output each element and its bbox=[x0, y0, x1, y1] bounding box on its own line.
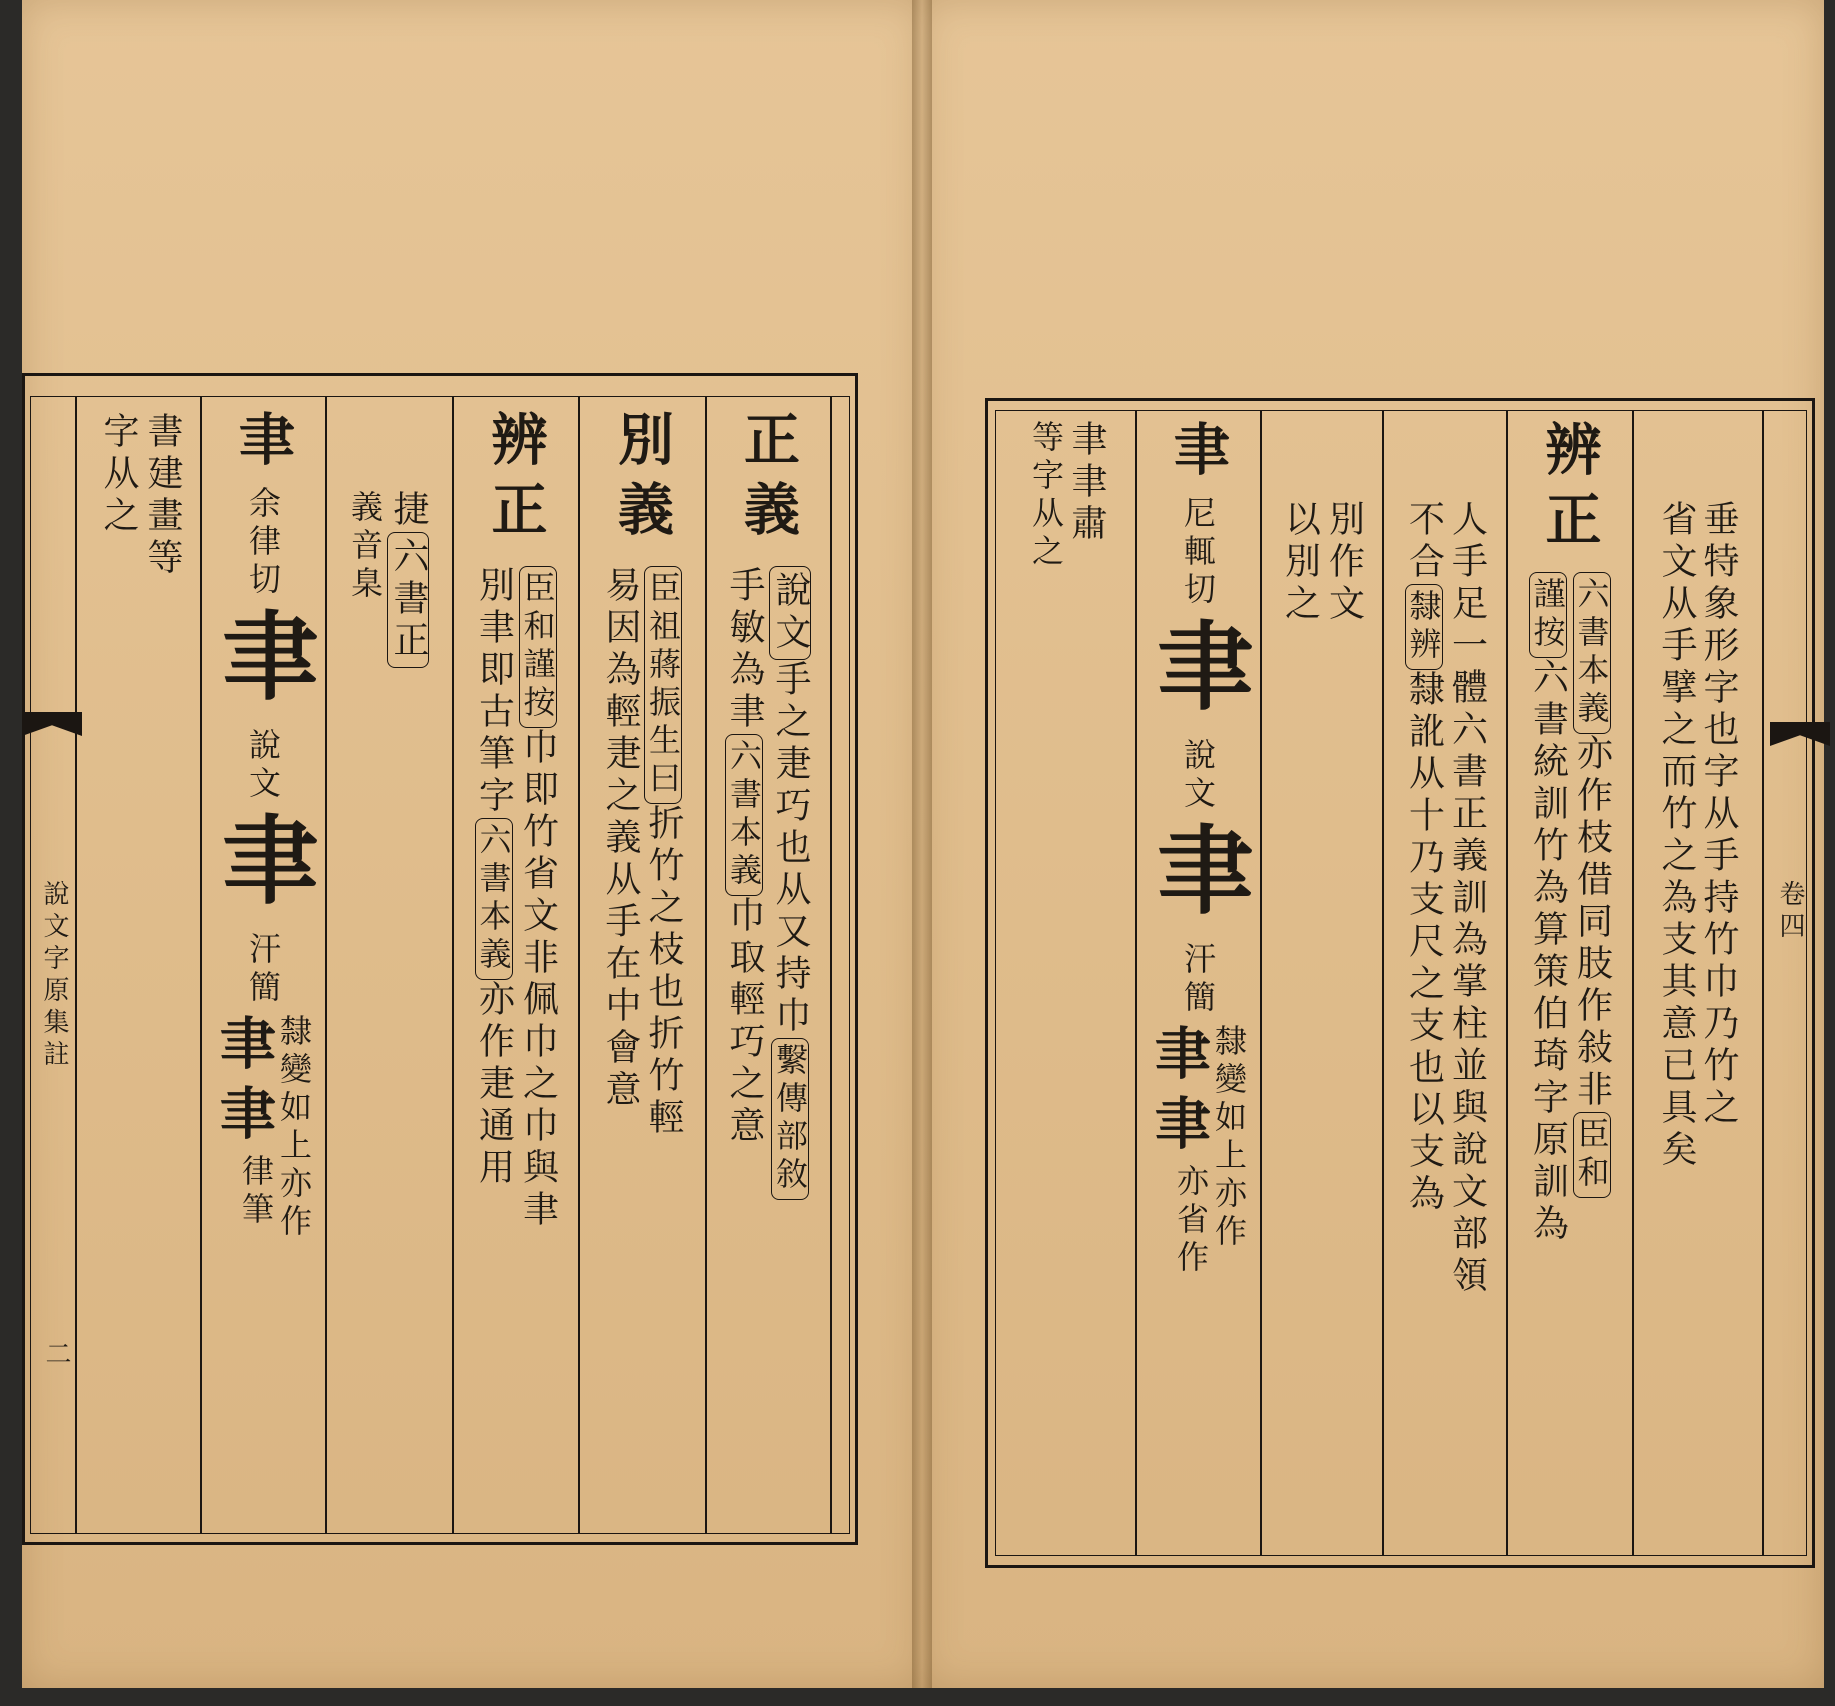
clerical-forms: 聿聿 bbox=[1146, 1024, 1212, 1164]
source-label: 汗簡 bbox=[244, 932, 282, 1008]
column-text: 折竹之枝也折竹輕 bbox=[643, 804, 684, 1140]
column-text: 書建畫等 bbox=[142, 412, 183, 580]
column-bianzheng-right bbox=[1507, 420, 1632, 1550]
fanqie-reading: 尼輒切 bbox=[1179, 496, 1217, 610]
boxed-source: 臣祖蔣振生曰 bbox=[644, 566, 682, 804]
source-label: 汗簡 bbox=[1179, 942, 1217, 1018]
boxed-source: 繫傳部敘 bbox=[771, 1038, 809, 1200]
column-renshou bbox=[1383, 500, 1506, 1540]
column-text: 聿 bbox=[1066, 420, 1107, 462]
column-text: 巾取輕巧之意 bbox=[724, 896, 765, 1148]
column-text: 亦省作 bbox=[1172, 1164, 1210, 1278]
column-text: 律筆 bbox=[237, 1154, 275, 1230]
column-text: 易因為輕疌之義从手在中會意 bbox=[600, 566, 641, 1112]
volume-label: 卷四 bbox=[1775, 880, 1805, 944]
column-text: 不合 bbox=[1403, 500, 1445, 584]
folio-number: 二 bbox=[41, 1340, 71, 1372]
column-text: 巾即竹省文非佩巾之巾與聿 bbox=[517, 728, 559, 1232]
column-text: 別作文 bbox=[1323, 500, 1365, 626]
column-seal-nie bbox=[1136, 420, 1260, 1550]
column-yusu bbox=[1000, 420, 1134, 720]
column-text: 亦作疌通用 bbox=[473, 980, 515, 1190]
column-text: 隸訛从十乃支尺之支也以支為 bbox=[1403, 670, 1445, 1216]
heading-bieyi: 別義 bbox=[609, 410, 675, 550]
boxed-source: 六書正 bbox=[387, 532, 429, 668]
column-text: 手敏為聿 bbox=[724, 566, 765, 734]
source-label: 說文 bbox=[244, 728, 282, 804]
column-text: 別聿即古筆字 bbox=[473, 566, 515, 818]
column-shujian bbox=[80, 412, 200, 812]
column-jie bbox=[326, 490, 452, 1490]
column-text: 手之疌巧也从又持巾 bbox=[770, 660, 811, 1038]
column-bianzheng bbox=[453, 410, 578, 1530]
book-gutter bbox=[912, 0, 932, 1688]
column-text: 以別之 bbox=[1279, 500, 1321, 626]
column-text: 字从手持竹巾乃竹之 bbox=[1698, 752, 1739, 1130]
boxed-source: 臣和 bbox=[1573, 1112, 1611, 1198]
seal-character: 聿 bbox=[1165, 420, 1231, 490]
source-label: 說文 bbox=[1179, 738, 1217, 814]
column-text: 捷 bbox=[388, 490, 429, 532]
seal-script-form: 聿 bbox=[1142, 820, 1255, 936]
clerical-forms: 聿聿 bbox=[211, 1014, 277, 1154]
boxed-source: 隸辨 bbox=[1405, 584, 1443, 670]
boxed-source: 說文 bbox=[769, 566, 811, 660]
seal-script-form: 聿 bbox=[207, 606, 320, 722]
column-text: 等字从之 bbox=[1027, 420, 1065, 572]
boxed-source: 臣和謹按 bbox=[519, 566, 557, 728]
seal-script-form: 聿 bbox=[1142, 616, 1255, 732]
column-text: 隸變如上亦作 bbox=[1210, 1024, 1248, 1252]
heading-bianzheng: 辨正 bbox=[1536, 420, 1603, 560]
column-text: 義音臬 bbox=[346, 490, 384, 604]
heading-bianzheng: 辨正 bbox=[482, 410, 549, 550]
boxed-source: 六書本義 bbox=[1573, 572, 1611, 734]
book-title: 說文字原集註 bbox=[39, 880, 69, 1072]
fanqie-reading: 余律切 bbox=[244, 486, 282, 600]
seal-character: 聿 bbox=[230, 410, 296, 480]
column-zhengyi bbox=[706, 410, 830, 1530]
column-biezuo bbox=[1261, 500, 1382, 900]
seal-script-form: 聿 bbox=[207, 810, 320, 926]
column-bieyi bbox=[579, 410, 705, 1530]
column-text: 亦作枝借同肢作敍非 bbox=[1571, 734, 1613, 1112]
column-text: 聿肅 bbox=[1066, 462, 1107, 546]
column-text: 人手足一體六書正義訓為掌柱並與說文部領 bbox=[1446, 500, 1488, 1298]
column-text: 字从之 bbox=[98, 412, 139, 538]
column-text: 六書統訓竹為算策伯琦字原訓為 bbox=[1527, 658, 1569, 1246]
column-chuite bbox=[1633, 500, 1761, 1540]
column-text: 隸變如上亦作 bbox=[275, 1014, 313, 1242]
boxed-source: 六書本義 bbox=[725, 734, 763, 896]
column-seal-yu bbox=[201, 410, 325, 1530]
column-text: 省文从手擘之而竹之為支其意已具矣 bbox=[1656, 500, 1697, 1172]
boxed-source: 六書本義 bbox=[475, 818, 513, 980]
column-text: 垂特象形字也 bbox=[1698, 500, 1739, 752]
heading-zhengyi: 正義 bbox=[735, 410, 801, 550]
boxed-source: 謹按 bbox=[1529, 572, 1567, 658]
